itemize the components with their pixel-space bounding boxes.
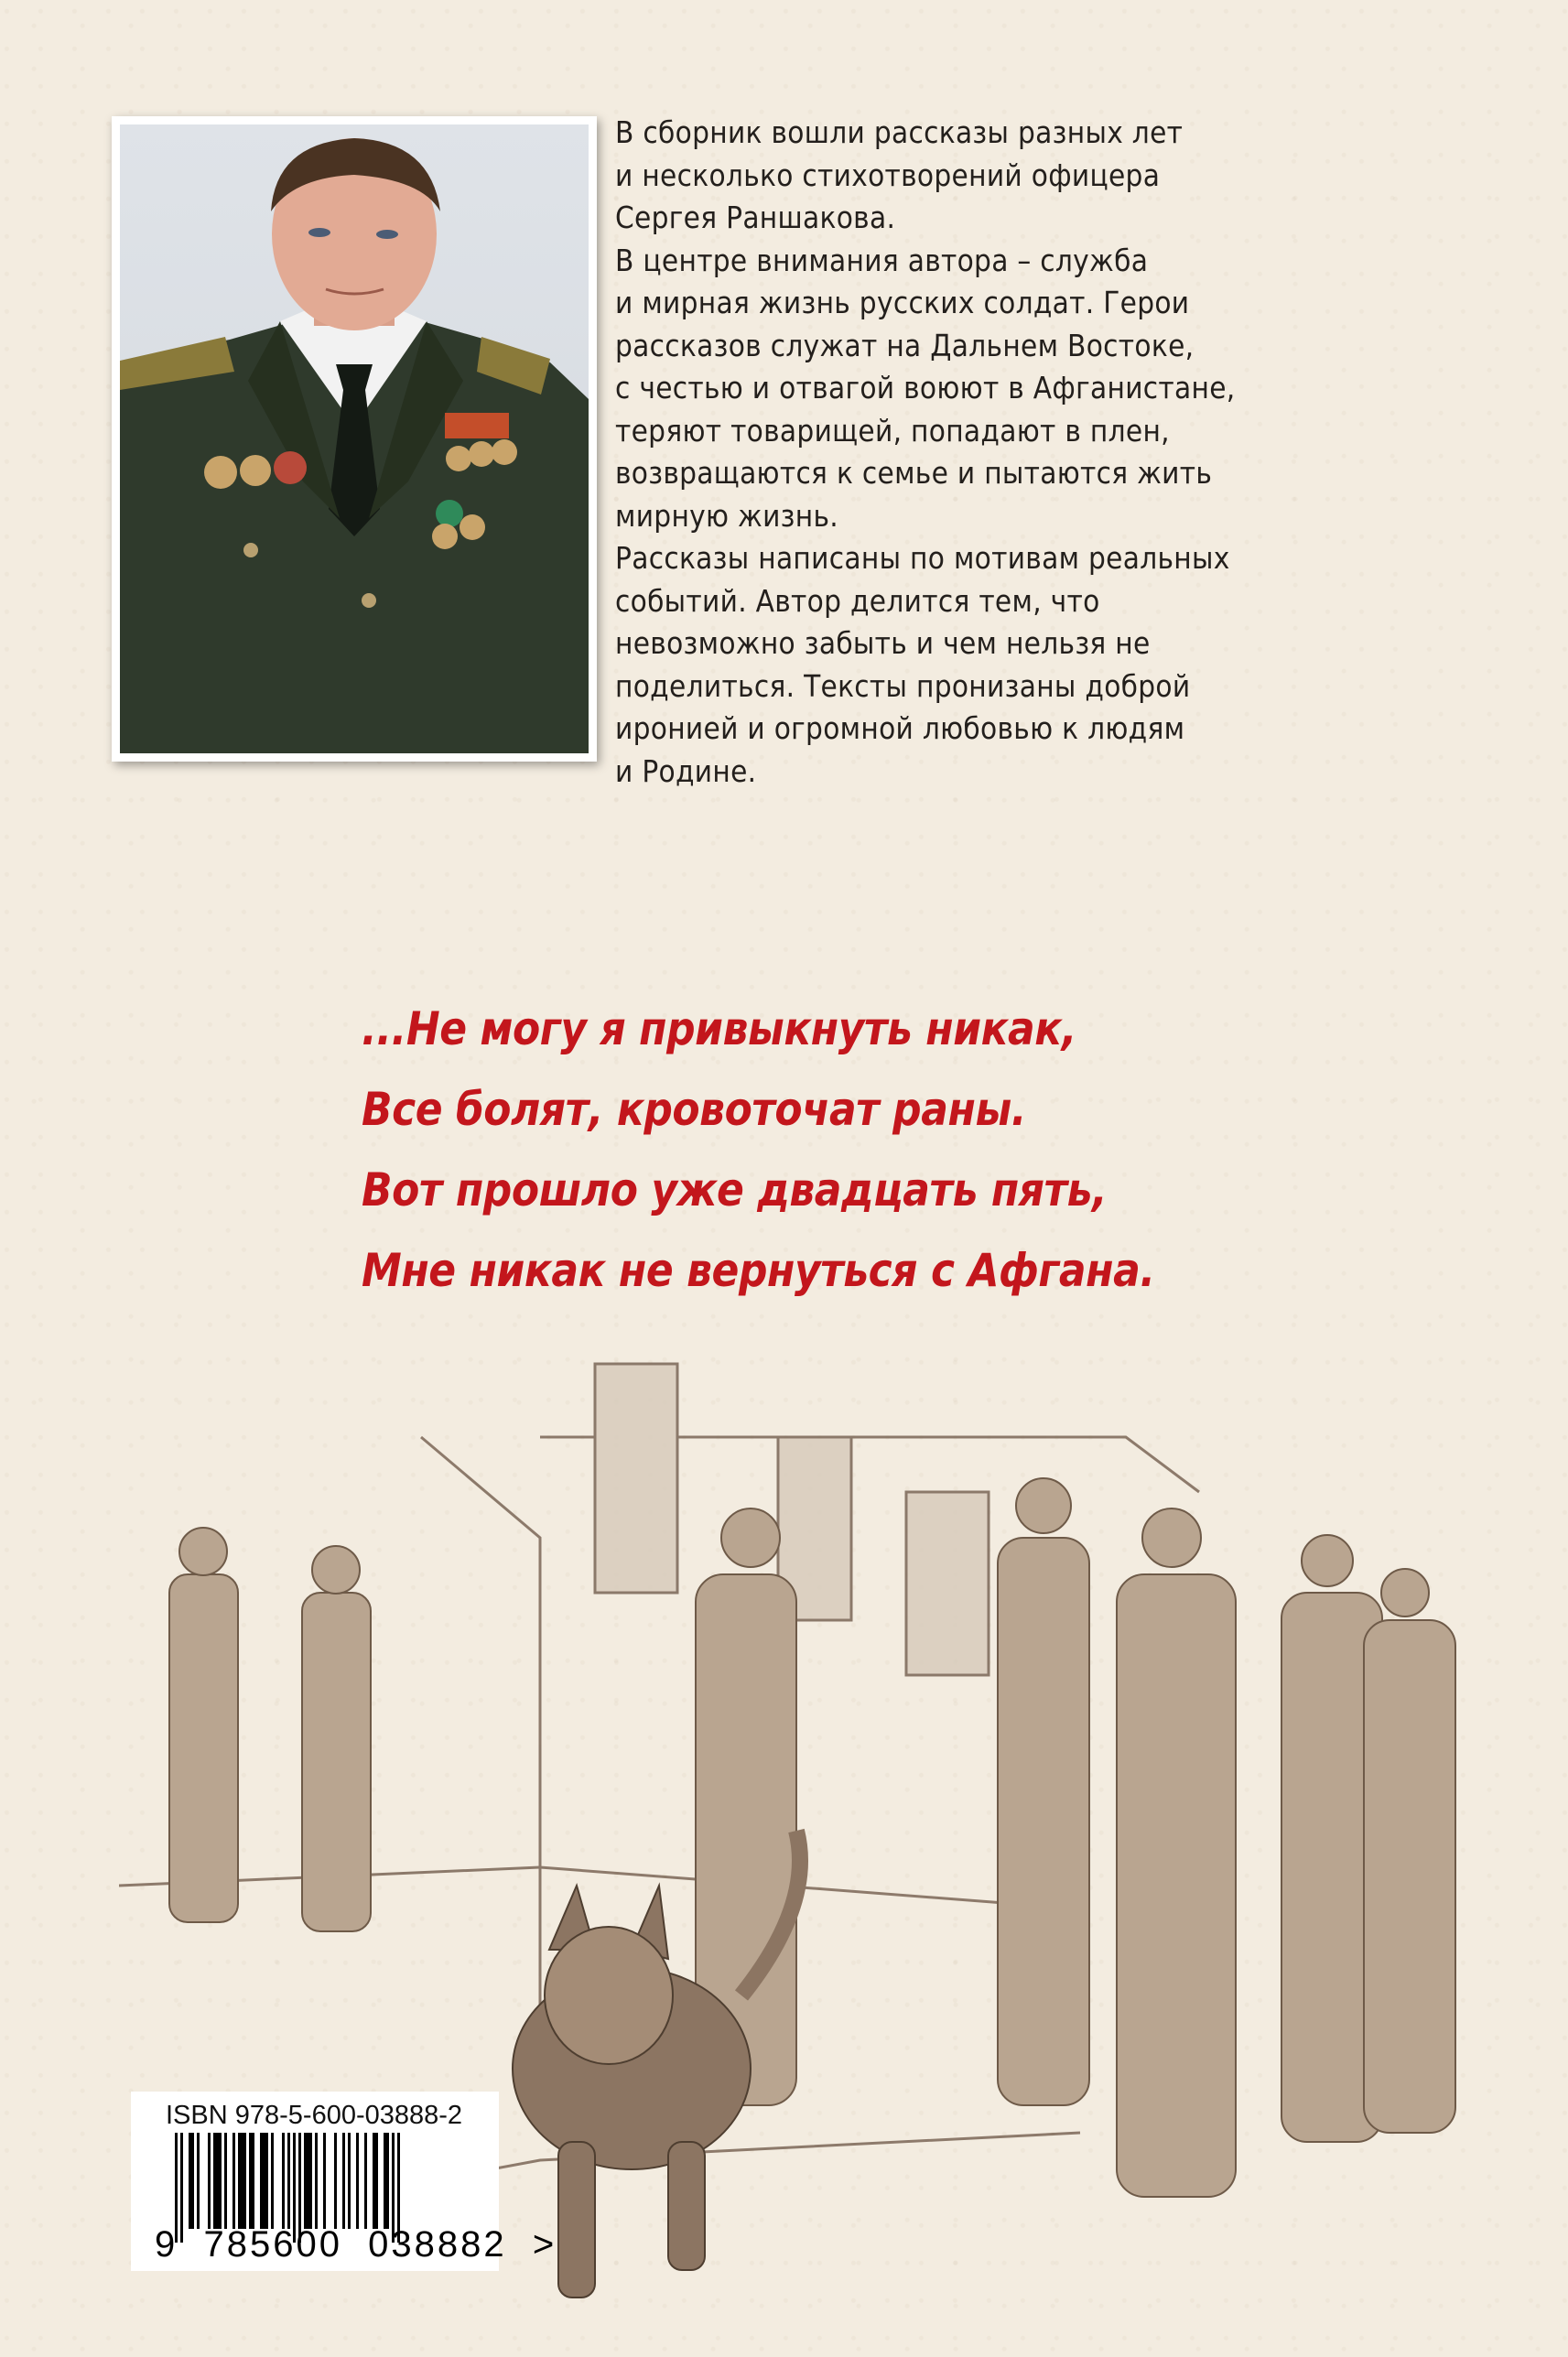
book-description bbox=[615, 112, 1439, 793]
poem-line: ...Не могу я привыкнуть никак, bbox=[362, 1002, 1076, 1055]
description-line: теряют товарищей, попадают в плен, bbox=[615, 412, 1170, 449]
description-line: с честью и отвагой воюют в Афганистане, bbox=[615, 370, 1236, 405]
description-line: мирную жизнь. bbox=[615, 497, 839, 534]
description-line: иронией и огромной любовью к людям bbox=[615, 710, 1185, 746]
description-line: невозможно забыть и чем нельзя не bbox=[615, 625, 1151, 661]
description-line: поделиться. Тексты пронизаны доброй bbox=[615, 667, 1191, 704]
description-line: рассказов служат на Дальнем Востоке, bbox=[615, 327, 1195, 363]
poem-quote bbox=[362, 989, 1248, 1311]
ean-digits: 9 785600 038882 > bbox=[155, 2224, 557, 2265]
author-portrait-illustration bbox=[120, 124, 589, 753]
description-line: Сергея Раншакова. bbox=[615, 200, 896, 235]
isbn-barcode bbox=[131, 2092, 557, 2271]
description-line: В сборник вошли рассказы разных лет bbox=[615, 114, 1184, 150]
poem-line: Все болят, кровоточат раны. bbox=[362, 1083, 1027, 1136]
description-line: событий. Автор делится тем, что bbox=[615, 582, 1100, 619]
author-photo bbox=[120, 124, 589, 753]
author-photo-frame bbox=[112, 116, 597, 762]
isbn-label: ISBN 978-5-600-03888-2 bbox=[166, 2101, 463, 2130]
poem-line: Вот прошло уже двадцать пять, bbox=[362, 1163, 1108, 1216]
poem-line: Мне никак не вернуться с Афгана. bbox=[362, 1244, 1155, 1297]
description-line: и Родине. bbox=[615, 752, 757, 789]
description-line: В центре внимания автора – служба bbox=[615, 242, 1149, 278]
description-line: возвращаются к семье и пытаются жить bbox=[615, 455, 1213, 491]
description-line: Рассказы написаны по мотивам реальных bbox=[615, 540, 1230, 576]
description-line: и мирная жизнь русских солдат. Герои bbox=[615, 285, 1190, 320]
description-line: и несколько стихотворений офицера bbox=[615, 157, 1161, 193]
